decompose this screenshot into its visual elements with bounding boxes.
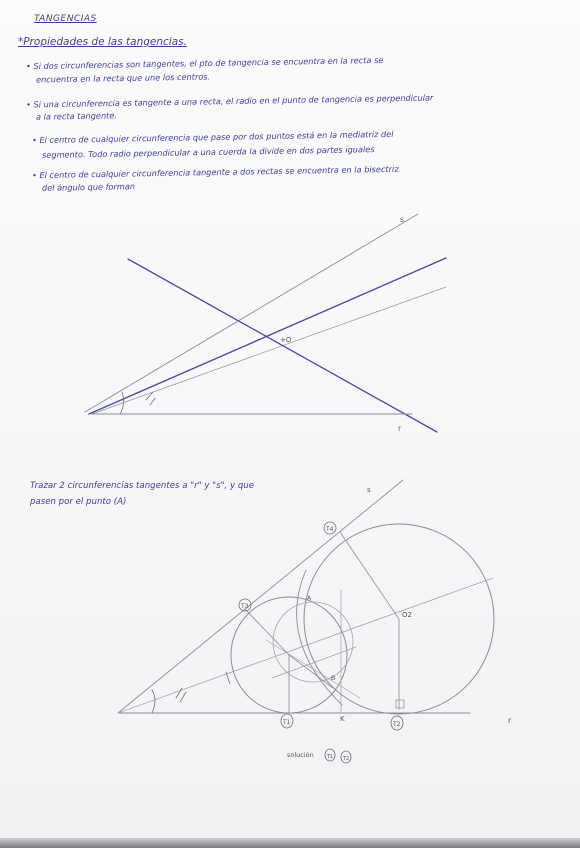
solution-T2-label: T2 bbox=[343, 756, 350, 762]
fig2-line-s bbox=[118, 480, 403, 713]
page-title: TANGENCIAS bbox=[34, 14, 97, 24]
fig2-label-K: K bbox=[340, 715, 345, 723]
solution-label: solución bbox=[287, 751, 314, 759]
fig2-right-angle-mark bbox=[396, 700, 404, 708]
fig2-label-r: r bbox=[508, 716, 512, 725]
property-1-line-1: • Si dos circunferencias son tangentes, el pto de tangencia se encuentra en la recta se bbox=[25, 54, 384, 72]
property-3-line-1: • El centro de cualquier circunferencia que pase por dos puntos está en la mediatriz del bbox=[31, 128, 394, 146]
fig2-large-radius-lines bbox=[340, 532, 399, 709]
property-4-line-2: del ángulo que forman bbox=[41, 181, 136, 193]
fig2-label-s: s bbox=[367, 486, 371, 494]
fig2-label-O2: O2 bbox=[402, 611, 412, 619]
fig2-angle-arc bbox=[152, 690, 155, 713]
properties-heading: *Propiedades de las tangencias. bbox=[18, 36, 187, 48]
fig2-label-B: B bbox=[331, 675, 336, 682]
exercise-line-2: pasen por el punto (A) bbox=[30, 497, 127, 507]
fig2-arc-1 bbox=[297, 570, 342, 705]
solution-T1-label: T1 bbox=[327, 754, 334, 760]
exercise-line-1: Trazar 2 circunferencias tangentes a "r" y "s", y que bbox=[30, 481, 255, 491]
fig1-label-s: s bbox=[400, 215, 405, 224]
fig2-angle-ticks bbox=[176, 688, 186, 702]
property-4-line-1: • El centro de cualquier circunferencia tangente a dos rectas se encuentra en la bisectriz bbox=[31, 163, 399, 181]
fig2-bisector bbox=[118, 578, 493, 713]
property-2-line-2: a la recta tangente. bbox=[35, 110, 118, 122]
property-2-line-1: • Si una circunferencia es tangente a una recta, el radio en el punto de tangencia es perpendicular bbox=[25, 92, 434, 110]
fig2-label-T4: T4 bbox=[326, 526, 334, 533]
fig2-label-T3: T3 bbox=[241, 603, 249, 610]
property-3-line-2: segmento. Todo radio perpendicular a una cuerda la divide en dos partes iguales bbox=[41, 144, 375, 160]
fig1-intersection-label: +O bbox=[280, 336, 292, 344]
property-1-line-2: encuentra en la recta que une los centros. bbox=[35, 71, 211, 85]
fig2-chord bbox=[266, 640, 360, 698]
fig1-label-r: r bbox=[398, 424, 402, 433]
fig2-label-T2: T2 bbox=[393, 721, 401, 728]
fig2-label-T1: T1 bbox=[283, 719, 291, 726]
fig2-label-A: A bbox=[307, 595, 312, 602]
